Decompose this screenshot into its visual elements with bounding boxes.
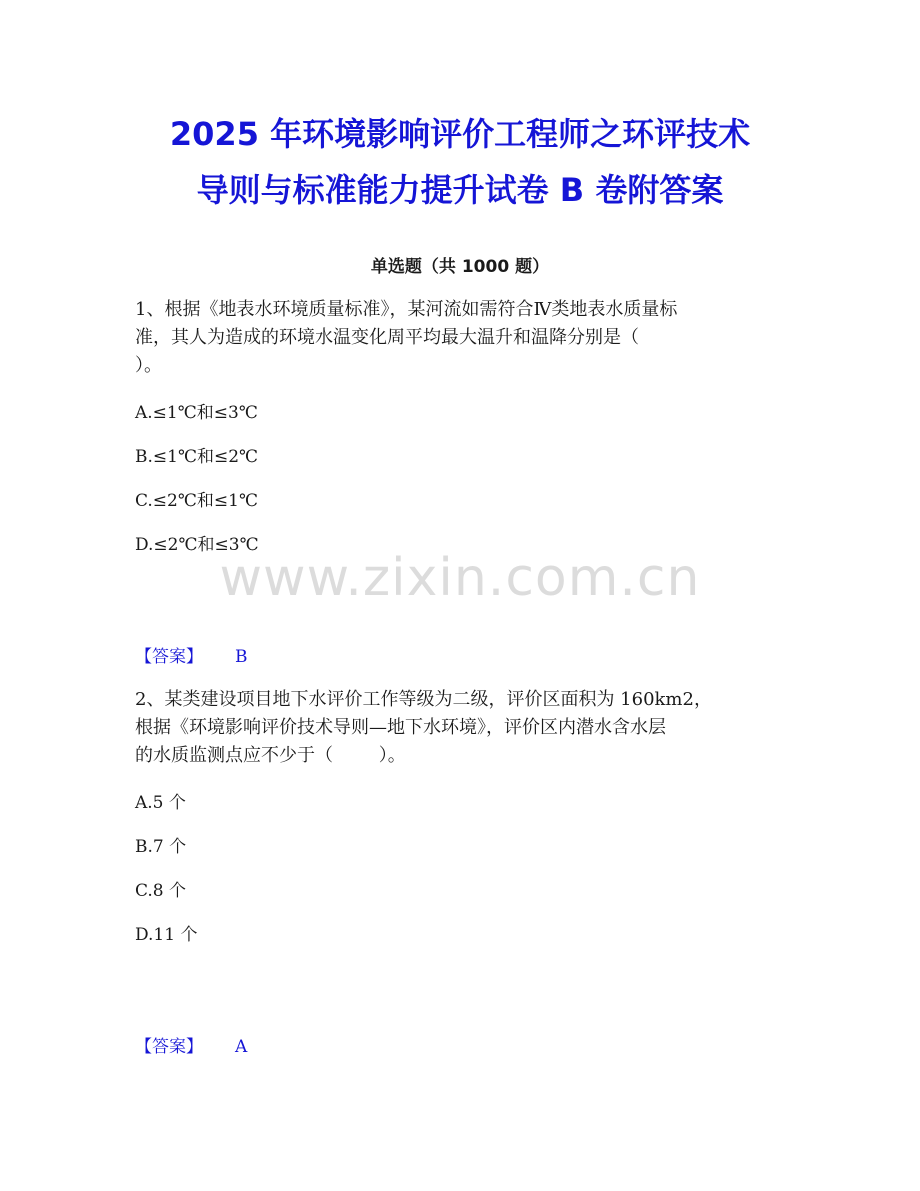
question-1-line-2: 准，其人为造成的环境水温变化周平均最大温升和温降分别是（ [135,327,639,348]
question-2 [135,686,795,770]
question-1-option-a: A.≤1℃和≤3℃ [135,403,258,423]
question-2-answer [135,1034,247,1060]
question-1-line-3: ）。 [135,355,162,376]
question-1 [135,296,795,380]
question-1-option-b: B.≤1℃和≤2℃ [135,447,259,467]
question-2-line-2: 根据《环境影响评价技术导则—地下水环境》，评价区内潜水含水层 [135,717,666,738]
question-1-answer [135,644,248,670]
title-line-2: 导则与标准能力提升试卷 B 卷附答案 [196,171,724,209]
answer-value: A [235,1037,248,1057]
question-2-option-a: A.5 个 [135,793,186,813]
question-1-line-1: 1、根据《地表水环境质量标准》，某河流如需符合Ⅳ类地表水质量标 [135,299,678,320]
watermark: www.zixin.com.cn [219,548,701,608]
answer-label: 【答案】 [135,647,203,667]
question-2-option-b: B.7 个 [135,837,187,857]
question-1-option-d: D.≤2℃和≤3℃ [135,535,259,555]
answer-value: B [235,647,248,667]
title-line-1: 2025 年环境影响评价工程师之环评技术 [169,115,751,153]
section-heading: 单选题（共 1000 题） [370,257,550,277]
document-title [60,106,860,218]
answer-label: 【答案】 [135,1037,203,1057]
question-2-option-d: D.11 个 [135,925,198,945]
question-1-option-c: C.≤2℃和≤1℃ [135,491,258,511]
question-2-line-1: 2、某类建设项目地下水评价工作等级为二级，评价区面积为 160km2， [135,689,712,710]
question-2-option-c: C.8 个 [135,881,187,901]
question-2-line-3: 的水质监测点应不少于（ ）。 [135,745,406,766]
